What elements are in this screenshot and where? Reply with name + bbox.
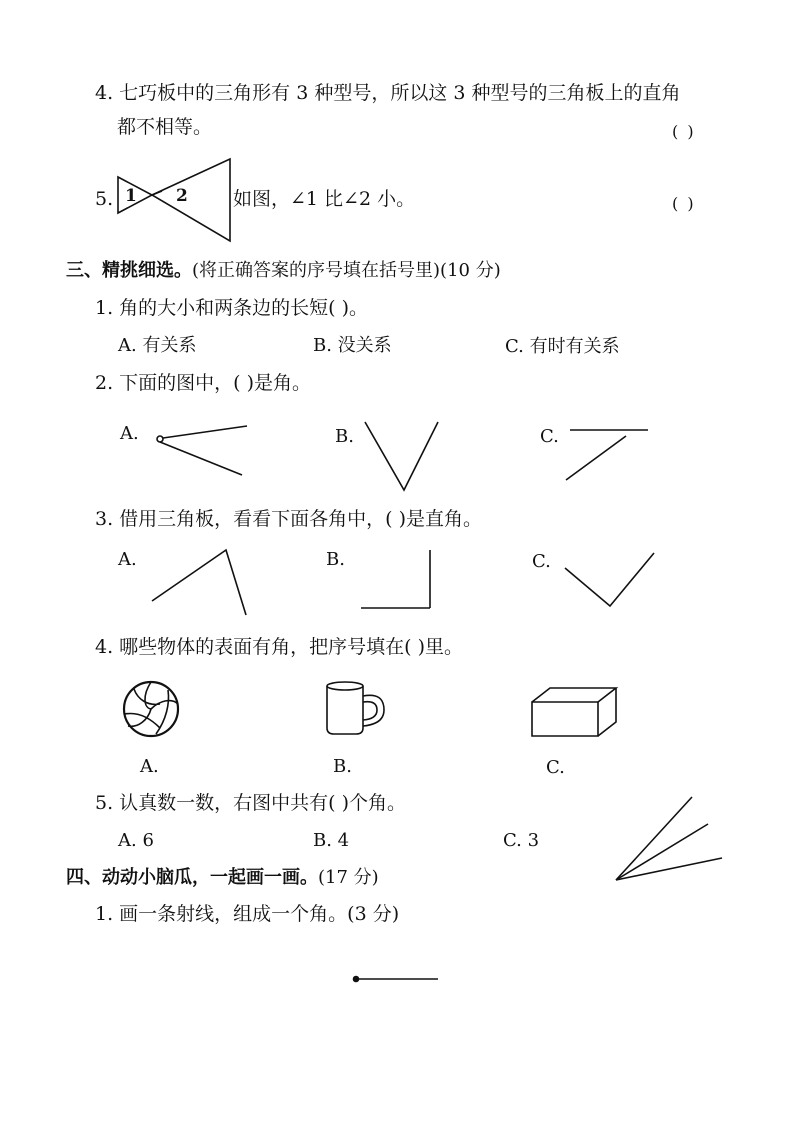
section4-note: (17 分) [318,867,379,888]
s3-q2-figure-b [360,418,442,494]
mug-icon [322,678,390,738]
judge-q4-line2: 都不相等。 [117,116,213,138]
s3-q1-text: 1. 角的大小和两条边的长短( )。 [95,297,369,319]
s3-q3-figure-a [148,545,252,619]
s3-q2-figure-c [560,424,652,484]
s3-q4-label-a: A. [140,756,159,777]
section4-heading [66,869,379,887]
s3-q3-label-c: C. [532,551,551,572]
judge-q5-text: 如图，∠1 比∠2 小。 [233,188,416,210]
angle-label-1: 1 [125,186,137,206]
s3-q2-label-c: C. [540,426,559,447]
s4-q1-ray-segment[interactable] [350,972,442,986]
judge-q4-line1: 4. 七巧板中的三角形有 3 种型号，所以这 3 种型号的三角板上的直角 [95,82,681,104]
s3-q2-label-b: B. [335,426,354,447]
section3-heading [66,262,501,280]
section3-title: 三、精挑细选。 [66,260,192,281]
cuboid-box-icon [528,684,622,740]
section3-note: (将正确答案的序号填在括号里)(10 分) [192,260,501,281]
s3-q3-figure-c [560,548,660,610]
volleyball-icon [120,678,182,740]
s3-q2-figure-a [150,420,250,480]
angle-label-2: 2 [176,186,188,206]
s3-q5-option-c[interactable]: C. 3 [503,830,540,851]
s3-q4-label-b: B. [333,756,352,777]
s3-q5-text: 5. 认真数一数，右图中共有( )个角。 [95,792,407,814]
section4-title: 四、动动小脑瓜，一起画一画。 [66,867,318,888]
s3-q1-option-a[interactable]: A. 有关系 [118,335,197,356]
judge-q5-number: 5. [95,188,114,210]
s3-q5-option-b[interactable]: B. 4 [313,830,350,851]
s3-q1-option-c[interactable]: C. 有时有关系 [505,336,620,357]
s3-q2-text: 2. 下面的图中，( )是角。 [95,372,312,394]
s3-q5-ray-figure [610,792,728,886]
large-triangle [152,159,230,241]
s3-q4-text: 4. 哪些物体的表面有角，把序号填在( )里。 [95,636,464,658]
judge-q5-answer-paren[interactable]: ( ) [672,194,696,213]
s4-q1-text: 1. 画一条射线，组成一个角。(3 分) [95,903,400,925]
s3-q3-text: 3. 借用三角板，看看下面各角中，( )是直角。 [95,508,483,530]
s3-q2-label-a: A. [120,423,139,444]
s3-q3-label-b: B. [326,549,345,570]
judge-q4-answer-paren[interactable]: ( ) [672,122,696,141]
s3-q4-label-c: C. [546,757,565,778]
s3-q1-option-b[interactable]: B. 没关系 [313,335,392,356]
s3-q5-option-a[interactable]: A. 6 [118,830,154,851]
s3-q3-label-a: A. [118,549,137,570]
s3-q3-figure-b [358,546,438,612]
